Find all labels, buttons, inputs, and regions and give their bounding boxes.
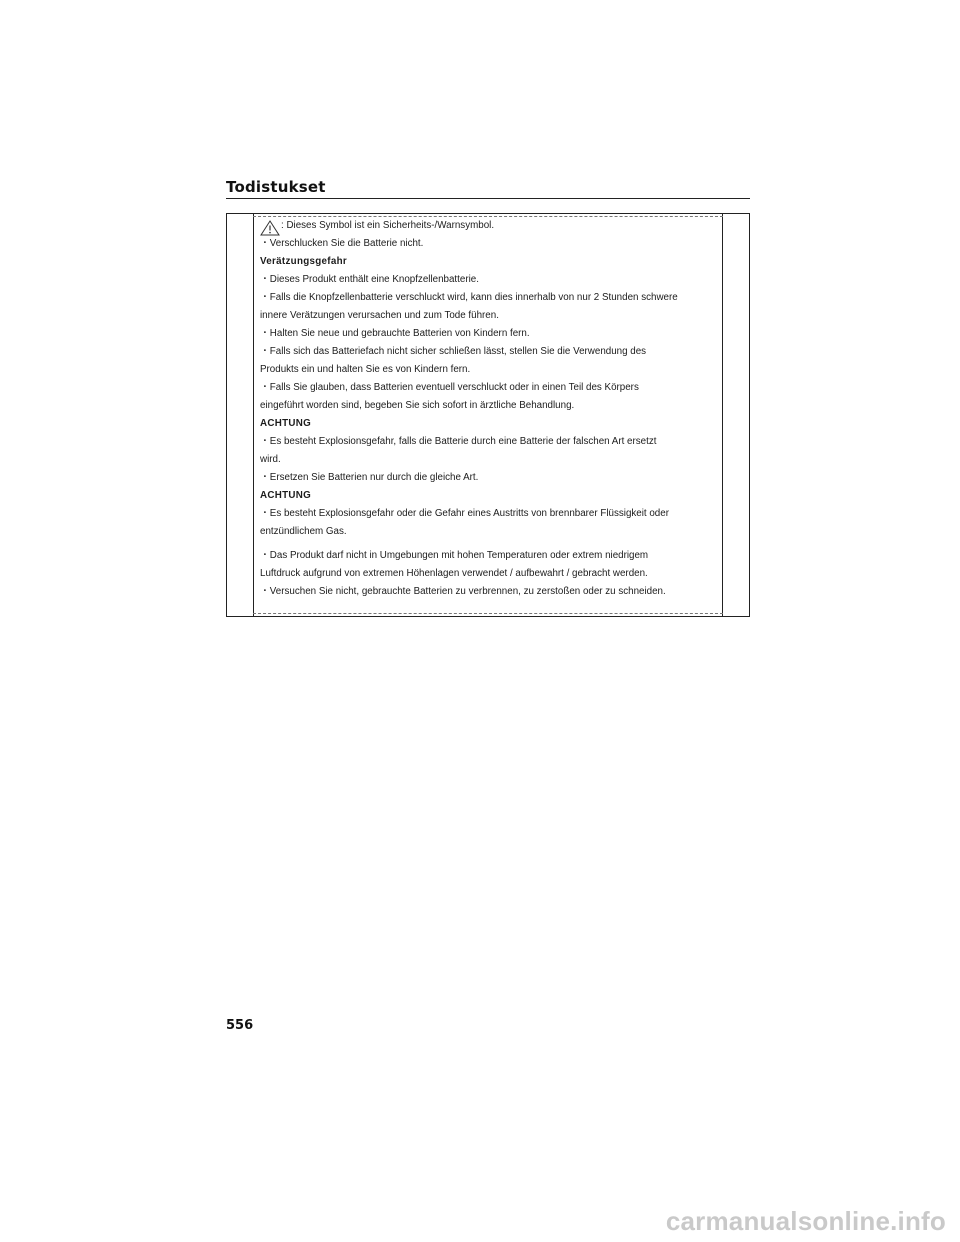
heading-caution: ACHTUNG (260, 418, 312, 429)
text-line: ・Es besteht Explosionsgefahr oder die Gefahr eines Austritts von brennbarer Flüssigkeit oder (260, 508, 669, 519)
battery-warning-text (260, 217, 720, 601)
text-line: ・Falls Sie glauben, dass Batterien eventuell verschluckt oder in einen Teil des Körpers (260, 382, 639, 393)
warning-symbol-text: : Dieses Symbol ist ein Sicherheits-/Warnsymbol. (281, 220, 495, 231)
table-right-column (722, 214, 749, 616)
text-line: Produkts ein und halten Sie es von Kindern fern. (260, 364, 471, 375)
text-line: ・Das Produkt darf nicht in Umgebungen mit hohen Temperaturen oder extrem niedrigem (260, 550, 649, 561)
text-line: ・Verschlucken Sie die Batterie nicht. (260, 238, 424, 249)
text-line: ・Falls sich das Batteriefach nicht sicher schließen lässt, stellen Sie die Verwendung des (260, 346, 647, 357)
section-title: Todistukset (226, 178, 326, 196)
text-line: ・Ersetzen Sie Batterien nur durch die gleiche Art. (260, 472, 479, 483)
watermark: carmanualsonline.info (665, 1206, 946, 1236)
warning-symbol-line (260, 217, 720, 235)
text-line: ・Versuchen Sie nicht, gebrauchte Batterien zu verbrennen, zu zerstoßen oder zu schneiden. (260, 586, 666, 597)
text-line: wird. (260, 454, 281, 465)
page-number: 556 (226, 1018, 254, 1033)
title-rule (226, 198, 750, 199)
warning-triangle-icon (260, 220, 280, 236)
heading-corrosion: Verätzungsgefahr (260, 256, 348, 267)
text-line: ・Es besteht Explosionsgefahr, falls die Batterie durch eine Batterie der falschen Art ersetzt (260, 436, 657, 447)
heading-caution: ACHTUNG (260, 490, 312, 501)
table-left-column (227, 214, 254, 616)
text-line: eingeführt worden sind, begeben Sie sich sofort in ärztliche Behandlung. (260, 400, 575, 411)
inner-dashed-bottom (253, 613, 723, 614)
text-line: innere Verätzungen verursachen und zum Tode führen. (260, 310, 499, 321)
text-line: Luftdruck aufgrund von extremen Höhenlagen verwendet / aufbewahrt / gebracht werden. (260, 568, 648, 579)
text-line: ・Dieses Produkt enthält eine Knopfzellenbatterie. (260, 274, 479, 285)
text-line: ・Falls die Knopfzellenbatterie verschluckt wird, kann dies innerhalb von nur 2 Stunden schwere (260, 292, 678, 303)
text-line: entzündlichem Gas. (260, 526, 347, 537)
text-line: ・Halten Sie neue und gebrauchte Batterien von Kindern fern. (260, 328, 530, 339)
